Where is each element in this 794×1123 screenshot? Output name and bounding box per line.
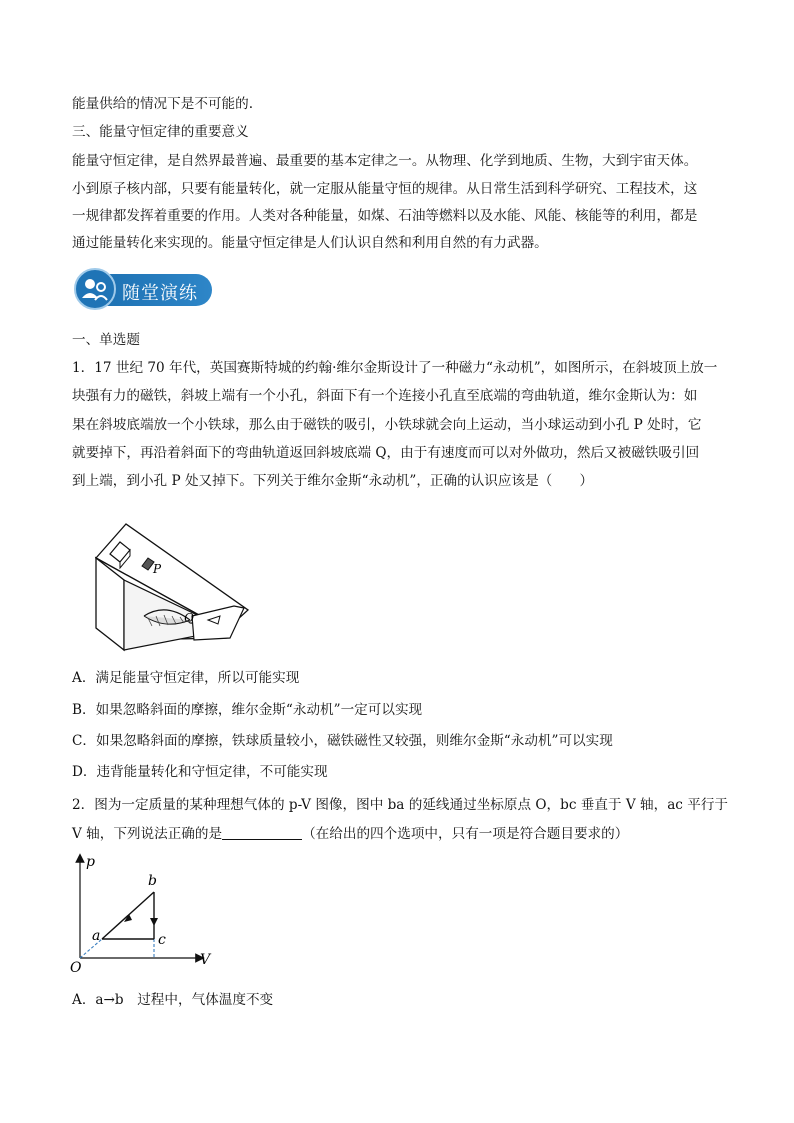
- question-2-line: 2．图为一定质量的某种理想气体的 p-V 图像，图中 ba 的延线通过坐标原点 O，bc 垂直于 V 轴，ac 平行于: [72, 797, 729, 813]
- intro-paragraph-line: 小到原子核内部，只要有能量转化，就一定服从能量守恒的规律。从日常生活到科学研究、工程技术，这: [72, 181, 698, 197]
- section-heading-single-choice: 一、单选题: [72, 332, 140, 348]
- point-label-c: c: [158, 932, 166, 948]
- label-p: P: [153, 562, 162, 576]
- question-1-line: 果在斜坡底端放一个小铁球，那么由于磁铁的吸引，小铁球就会向上运动，当小球运动到小孔 P 处时，它: [72, 417, 702, 433]
- intro-paragraph-line: 能量守恒定律，是自然界最普遍、最重要的基本定律之一。从物理、化学到地质、生物，大到宇宙天体。: [72, 153, 698, 169]
- origin-label: O: [70, 960, 82, 976]
- question-2-option-a: A．a→b 过程中，气体温度不变: [72, 992, 274, 1008]
- intro-line: 能量供给的情况下是不可能的.: [72, 96, 254, 112]
- option-a: A．满足能量守恒定律，所以可能实现: [72, 670, 300, 686]
- intro-paragraph-line: 一规律都发挥着重要的作用。人类对各种能量，如煤、石油等燃料以及水能、风能、核能等的利用，都是: [72, 208, 698, 224]
- axis-label-v: V: [200, 952, 211, 968]
- point-label-b: b: [148, 873, 157, 889]
- perpetual-motion-figure: [86, 520, 256, 660]
- people-icon: [74, 268, 116, 310]
- question-1-line: 1．17 世纪 70 年代，英国赛斯特城的约翰·维尔金斯设计了一种磁力“永动机”，如图所示，在斜坡顶上放一: [72, 360, 718, 376]
- question-2-text: V 轴，下列说法正确的是: [72, 826, 223, 842]
- point-label-a: a: [92, 928, 101, 944]
- section-heading-3: 三、能量守恒定律的重要意义: [72, 124, 249, 140]
- badge-label: 随堂演练: [122, 283, 198, 304]
- option-d: D．违背能量转化和守恒定律，不可能实现: [72, 764, 328, 780]
- axis-label-p: p: [86, 854, 95, 870]
- answer-blank: [222, 825, 302, 840]
- question-1-line: 到上端，到小孔 P 处又掉下。下列关于维尔金斯“永动机”，正确的认识应该是（ ）: [72, 473, 594, 489]
- question-2-text: （在给出的四个选项中，只有一项是符合题目要求的）: [302, 826, 629, 842]
- practice-badge: [74, 268, 214, 312]
- option-b: B．如果忽略斜面的摩擦，维尔金斯“永动机”一定可以实现: [72, 702, 423, 718]
- pv-graph: [66, 850, 226, 978]
- label-q: Q: [184, 611, 194, 625]
- intro-paragraph-line: 通过能量转化来实现的。能量守恒定律是人们认识自然和利用自然的有力武器。: [72, 235, 548, 251]
- question-1-line: 块强有力的磁铁，斜坡上端有一个小孔，斜面下有一个连接小孔直至底端的弯曲轨道，维尔金斯认为：如: [72, 388, 698, 404]
- question-1-line: 就要掉下，再沿着斜面下的弯曲轨道返回斜坡底端 Q，由于有速度而可以对外做功，然后又被磁铁吸引回: [72, 445, 700, 461]
- question-2-line: [72, 824, 628, 844]
- option-c: C．如果忽略斜面的摩擦，铁球质量较小，磁铁磁性又较强，则维尔金斯“永动机”可以实现: [72, 733, 613, 749]
